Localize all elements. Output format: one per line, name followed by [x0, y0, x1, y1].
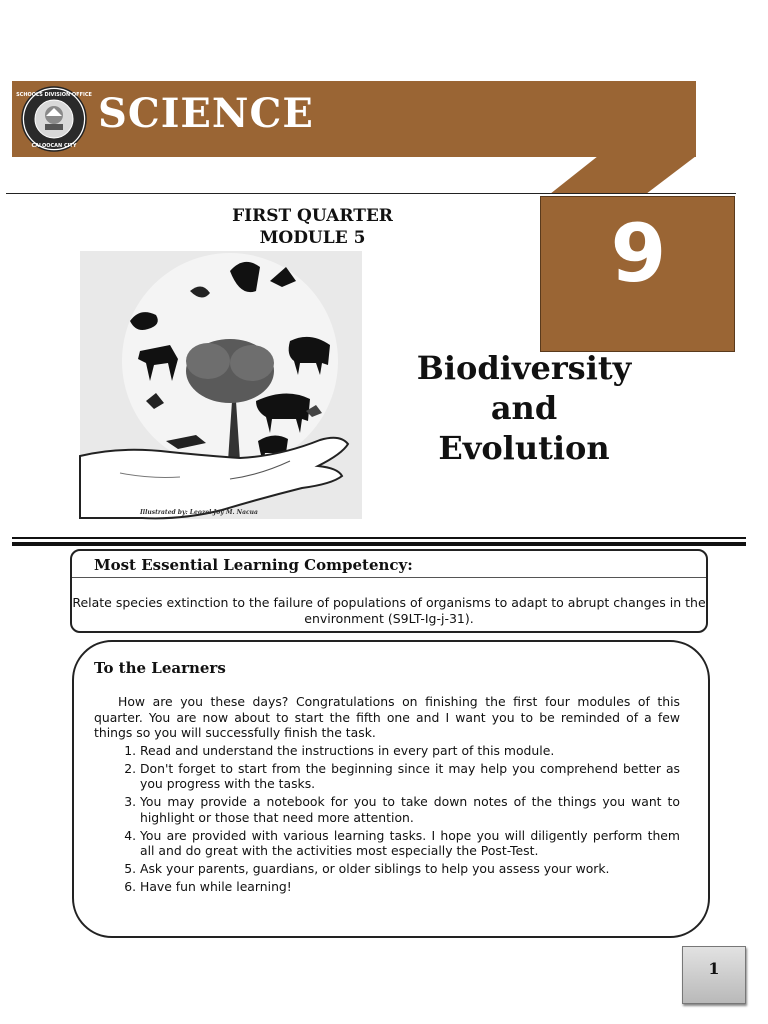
- section-divider-thin: [12, 537, 746, 539]
- list-item: 1. Read and understand the instructions in every part of this module.: [140, 743, 680, 759]
- learners-box: [72, 640, 710, 938]
- seal-text-bottom: CALOOCAN CITY: [31, 143, 77, 149]
- title-line-2: and: [490, 389, 558, 427]
- banner-ribbon-tail: [550, 156, 700, 196]
- module-title: [404, 348, 644, 468]
- seal-text-top: SCHOOLS DIVISION OFFICE: [16, 92, 92, 98]
- quarter-label: FIRST QUARTER: [232, 206, 393, 226]
- title-line-3: Evolution: [438, 429, 610, 467]
- list-item: 6. Have fun while learning!: [140, 879, 680, 895]
- page-number-box: [682, 946, 746, 1004]
- learners-heading: To the Learners: [94, 659, 226, 677]
- biodiversity-hand-illustration: [80, 251, 362, 519]
- title-line-1: Biodiversity: [416, 349, 632, 387]
- header-divider: [6, 193, 736, 194]
- division-seal-icon: [16, 86, 92, 152]
- list-item: 4. You are provided with various learning tasks. I hope you will diligently perform them all and do great with the activities most especially the Post-Test.: [140, 828, 680, 859]
- subject-title: SCIENCE: [98, 90, 314, 137]
- grade-number: 9: [610, 207, 667, 300]
- learners-intro: How are you these days? Congratulations on finishing the first four modules of this quarter. You are now about to start the fifth one and I want you to be reminded of a few things so you will successfully finish the task.: [94, 694, 680, 740]
- section-divider-thick: [12, 542, 746, 546]
- melc-box: [70, 549, 708, 633]
- melc-text: Relate species extinction to the failure of populations of organisms to adapt to abrupt changes in the environment (S9LT-Ig-j-31).: [72, 595, 706, 626]
- melc-heading: Most Essential Learning Competency:: [94, 556, 413, 574]
- learners-body: [94, 694, 680, 897]
- list-item: 5. Ask your parents, guardians, or older siblings to help you assess your work.: [140, 861, 680, 877]
- list-item: 2. Don't forget to start from the beginning since it may help you comprehend better as you progress with the tasks.: [140, 761, 680, 792]
- quarter-module-label: [200, 205, 425, 249]
- module-label: MODULE 5: [259, 228, 366, 248]
- illustration-credit: Illustrated by: Leozel Joy M. Nacua: [140, 509, 258, 516]
- page-number: 1: [708, 959, 720, 978]
- learners-list: [94, 743, 680, 895]
- list-item: 3. You may provide a notebook for you to take down notes of the things you want to highlight or those that need more attention.: [140, 794, 680, 825]
- grade-box: [540, 196, 735, 352]
- melc-divider: [72, 577, 706, 578]
